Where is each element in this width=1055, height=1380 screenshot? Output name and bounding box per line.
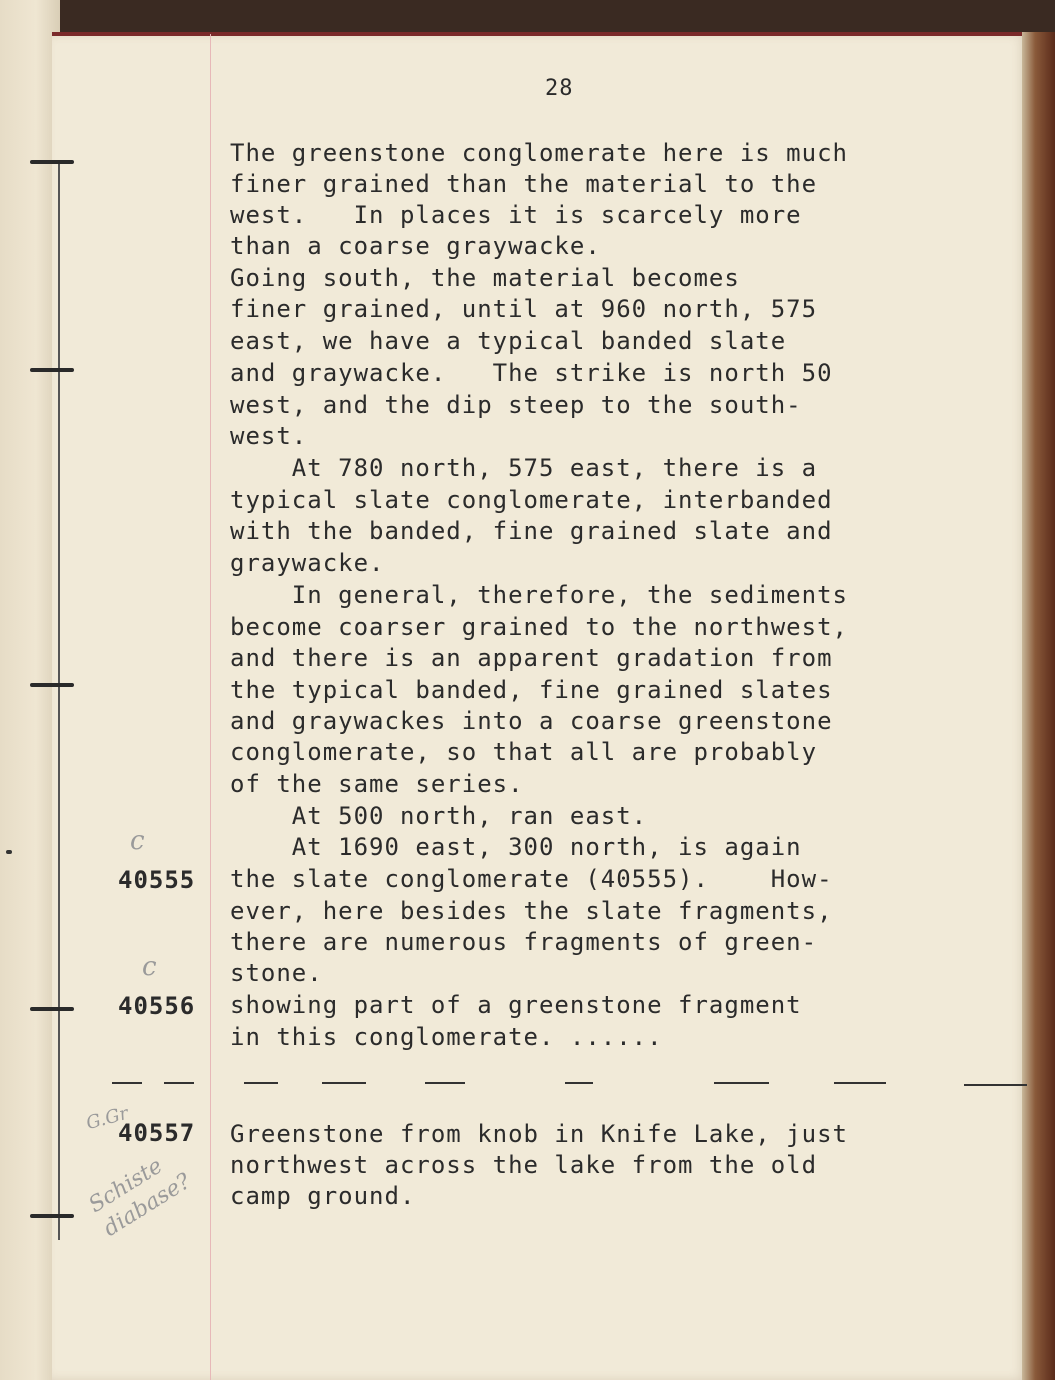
separator-dash [834,1082,886,1084]
text-line: west, and the dip steep to the south- [230,391,802,419]
text-line: and graywackes into a coarse greenstone [230,707,833,735]
separator-dash [425,1082,465,1084]
text-line: camp ground. [230,1182,416,1210]
text-line: east, we have a typical banded slate [230,327,787,355]
text-line: Going south, the material becomes [230,264,740,292]
text-line: there are numerous fragments of green- [230,928,818,956]
pencil-note: G.Gr [84,1102,131,1135]
pencil-note: c [142,952,157,982]
text-line: and graywacke. The strike is north 50 [230,359,833,387]
text-line: the typical banded, fine grained slates [230,676,833,704]
binder-hole-mark [6,850,12,854]
text-line: conglomerate, so that all are probably [230,738,818,766]
binder-ring [30,368,74,372]
page-top-edge [52,32,1027,36]
text-line: and there is an apparent gradation from [230,644,833,672]
text-line: At 780 north, 575 east, there is a [230,454,818,482]
separator-dash [164,1082,194,1084]
text-line: At 1690 east, 300 north, is again [230,833,802,861]
text-line: with the banded, fine grained slate and [230,517,833,545]
specimen-number: 40557 [118,1119,196,1147]
pencil-note: Schiste diabase? [84,1153,196,1242]
binder-strip [0,0,60,1380]
text-line: west. In places it is scarcely more [230,201,802,229]
separator-dash [964,1084,1027,1086]
text-line: stone. [230,959,323,987]
text-line: finer grained than the material to the [230,170,818,198]
text-line: northwest across the lake from the old [230,1151,818,1179]
text-line: west. [230,422,308,450]
pencil-note: c [130,826,145,856]
separator-dash [244,1082,278,1084]
binder-ring [30,683,74,687]
separator-dash [714,1082,769,1084]
binder-spine-line [58,160,60,1240]
text-line: of the same series. [230,770,524,798]
text-line: the slate conglomerate (40555). How- [230,865,833,893]
text-line: become coarser grained to the northwest, [230,613,848,641]
text-line: than a coarse graywacke. [230,232,601,260]
page-number: 28 [545,76,574,101]
binder-ring [30,1007,74,1011]
text-line: At 500 north, ran east. [230,802,648,830]
page-right-edge [1022,32,1055,1380]
text-line: graywacke. [230,549,385,577]
separator-dash [112,1082,142,1084]
specimen-number: 40556 [118,992,196,1020]
section-separator [112,1078,1027,1086]
text-line: Greenstone from knob in Knife Lake, just [230,1120,848,1148]
binder-ring [30,160,74,164]
separator-dash [565,1082,593,1084]
specimen-number: 40555 [118,866,196,894]
text-line: finer grained, until at 960 north, 575 [230,295,818,323]
separator-dash [322,1082,366,1084]
text-line: In general, therefore, the sediments [230,581,848,609]
text-line: in this conglomerate. ...... [230,1023,663,1051]
binder-ring [30,1214,74,1218]
text-line: The greenstone conglomerate here is much [230,139,848,167]
text-line: showing part of a greenstone fragment [230,991,802,1019]
text-line: typical slate conglomerate, interbanded [230,486,833,514]
text-line: ever, here besides the slate fragments, [230,897,833,925]
